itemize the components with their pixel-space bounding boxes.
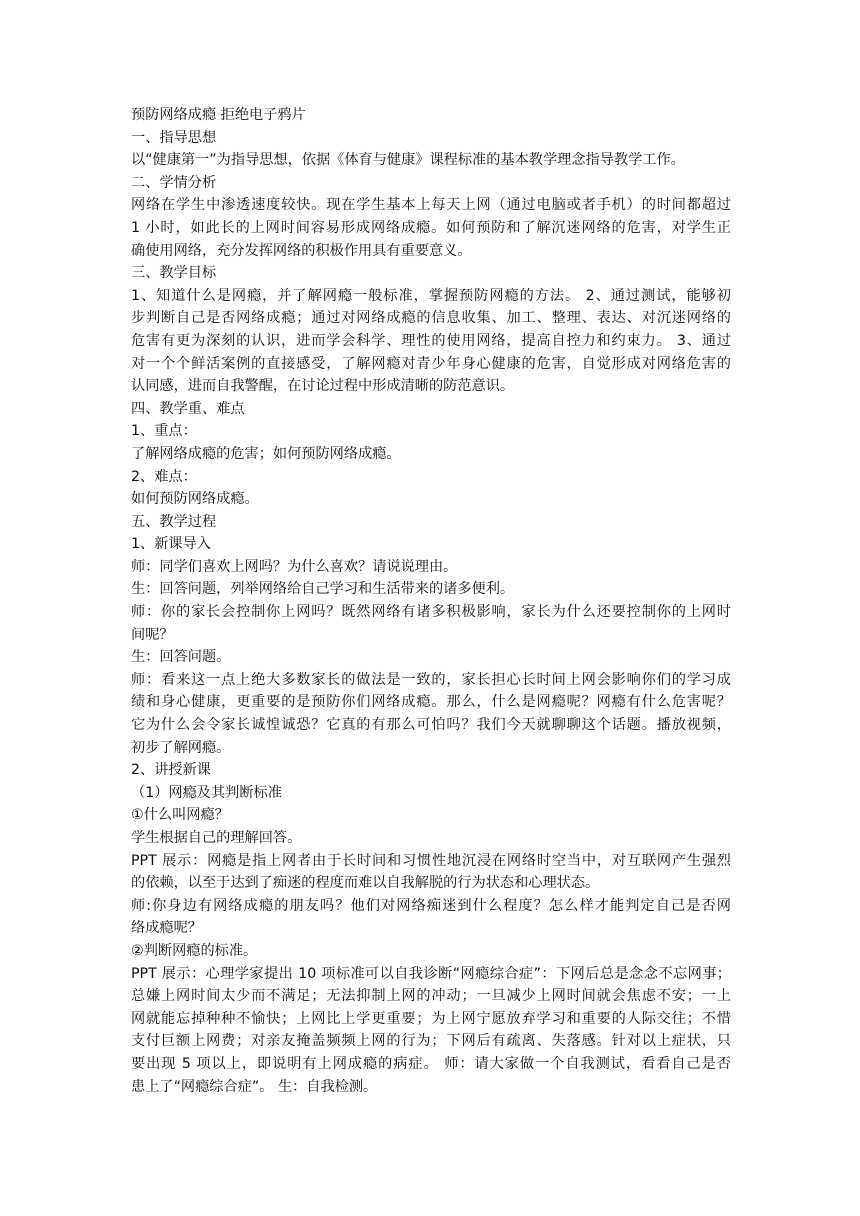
paragraph-line: 危害有更为深刻的认识，进而学会科学、理性的使用网络，提高自控力和约束力。 3、通过 [131,332,731,349]
document-page [131,104,731,1098]
paragraph-line: 生：回答问题，列举网络给自己学习和生活带来的诸多便利。 [131,581,515,598]
subsection-heading: 1、新课导入 [131,536,211,553]
subsection-heading: （1）网瘾及其判断标准 [131,784,282,801]
paragraph-line: 患上了“网瘾综合症”。 生：自我检测。 [131,1078,378,1095]
paragraph-line: 以“健康第一”为指导思想，依据《体育与健康》课程标准的基本教学理念指导教学工作。 [131,152,685,169]
subsection-heading: 2、讲授新课 [131,762,211,779]
paragraph-line: PPT 展示：心理学家提出 10 项标准可以自我诊断“网瘾综合症”：下网后总是念念不忘网事； [131,965,731,982]
paragraph-line: 生：回答问题。 [131,649,231,666]
paragraph-line: 绩和身心健康，更重要的是预防你们网络成瘾。那么，什么是网瘾呢？网瘾有什么危害呢？ [131,694,731,711]
section-heading: 三、教学目标 [131,265,217,282]
paragraph-line: 网就能忘掉种种不愉快；上网比上学更重要；为上网宁愿放弃学习和重要的人际交往；不惜 [131,1010,731,1027]
paragraph-line: 确使用网络，充分发挥网络的积极作用具有重要意义。 [131,242,472,259]
paragraph-line: 支付巨额上网费；对亲友掩盖频频上网的行为；下网后有疏离、失落感。针对以上症状，只 [131,1033,731,1050]
paragraph-line: 要出现 5 项以上，即说明有上网成瘾的病症。 师：请大家做一个自我测试，看看自己是否 [131,1055,731,1072]
document-title: 预防网络成瘾 拒绝电子鸦片 [131,107,306,123]
paragraph-line: ②判断网瘾的标准。 [131,942,258,959]
subsection-heading: 1、重点： [131,423,197,440]
paragraph-line: 了解网络成瘾的危害；如何预防网络成瘾。 [131,445,401,462]
paragraph-line: 的依赖，以至于达到了痴迷的程度而难以自我解脱的行为状态和心理状态。 [131,875,600,892]
paragraph-line: 师：看来这一点上绝大多数家长的做法是一致的，家长担心长时间上网会影响你们的学习成 [131,671,731,688]
paragraph-line: 学生根据自己的理解回答。 [131,830,302,846]
paragraph-line: 总嫌上网时间太少而不满足；无法抑制上网的冲动；一旦减少上网时间就会焦虑不安；一上 [131,988,731,1005]
paragraph-line: 网络在学生中渗透速度较快。现在学生基本上每天上网（通过电脑或者手机）的时间都超过 [131,197,731,214]
paragraph-line: 它为什么会令家长诚惶诚恐？它真的有那么可怕吗？我们今天就聊聊这个话题。播放视频， [131,717,731,734]
paragraph-line: 对一个个鲜活案例的直接感受，了解网瘾对青少年身心健康的危害，自觉形成对网络危害的 [131,355,731,372]
section-heading: 四、教学重、难点 [131,400,245,417]
paragraph-line: 师：你的家长会控制你上网吗？既然网络有诸多积极影响，家长为什么还要控制你的上网时 [131,604,731,621]
paragraph-line: ①什么叫网瘾？ [131,807,229,824]
paragraph-line: 络成瘾呢？ [131,920,202,937]
paragraph-line: 1、知道什么是网瘾，并了解网瘾一般标准，掌握预防网瘾的方法。 2、通过测试，能够初 [131,287,731,304]
paragraph-line: 师：同学们喜欢上网吗？为什么喜欢？请说说理由。 [131,558,458,575]
paragraph-line: 间呢？ [131,626,174,643]
section-heading: 二、学情分析 [131,174,217,191]
subsection-heading: 2、难点： [131,468,197,485]
paragraph-line: 师:你身边有网络成瘾的朋友吗？他们对网络痴迷到什么程度？怎么样才能判定自己是否网 [131,897,731,914]
paragraph-line: 1 小时，如此长的上网时间容易形成网络成瘾。如何预防和了解沉迷网络的危害，对学生正 [131,219,731,236]
paragraph-line: PPT 展示：网瘾是指上网者由于长时间和习惯性地沉浸在网络时空当中，对互联网产生强烈 [131,852,731,869]
paragraph-line: 步判断自己是否网络成瘾；通过对网络成瘾的信息收集、加工、整理、表达、对沉迷网络的 [131,310,731,327]
paragraph-line: 初步了解网瘾。 [131,739,231,756]
paragraph-line: 如何预防网络成瘾。 [131,491,259,508]
paragraph-line: 认同感，进而自我警醒，在讨论过程中形成清晰的防范意识。 [131,378,515,395]
section-heading: 五、教学过程 [131,513,217,530]
section-heading: 一、指导思想 [131,129,217,146]
